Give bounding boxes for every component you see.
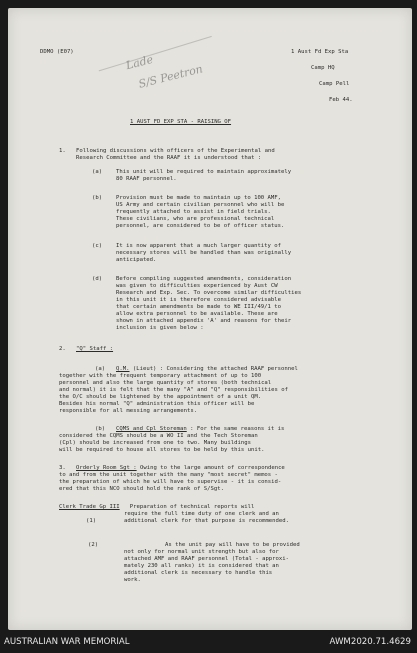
paragraph-number-3: 3. xyxy=(59,465,66,471)
cqms-title: CQMS and Cpl Storeman xyxy=(116,426,187,432)
clerk-item-label-2: (2) xyxy=(88,542,99,548)
clerk-item-1-line-1: Preparation of technical reports will xyxy=(119,504,255,510)
item-a-line-1: This unit will be required to maintain approximately xyxy=(116,169,292,175)
item-2b-line-3: (Cpl) should be increased from one to two. Many buildings xyxy=(59,440,251,446)
clerk-item-label-1: (1) xyxy=(86,518,97,524)
item-d-line-2: was given to difficulties experienced by Aust CW xyxy=(116,283,278,289)
paragraph-3-line-1: Owing to the large amount of correspondence xyxy=(136,465,285,471)
item-b-line-4: These civilians, who are professional technical xyxy=(116,216,275,222)
address-line-1: 1 Aust Fd Exp Sta xyxy=(291,49,349,55)
address-line-3: Camp Pell xyxy=(319,81,350,87)
document-reference: DDMO (E07) xyxy=(40,49,74,55)
item-b-line-5: personnel, are considered to be of officer status. xyxy=(116,223,285,229)
item-2a-line-6: Besides his normal "Q" administration this officer will be xyxy=(59,401,255,407)
paragraph-number-1: 1. xyxy=(59,148,66,154)
item-2b-line-4: will be required to house all stores to be held by this unit. xyxy=(59,447,265,453)
item-2b-line-1: : For the same reasons it is xyxy=(186,426,285,432)
item-label-a: (a) xyxy=(92,169,103,175)
archive-footer xyxy=(0,632,417,653)
item-c-line-1: It is now apparent that a much larger quantity of xyxy=(116,243,282,249)
footer-accession-number: AWM2020.71.4629 xyxy=(329,637,411,647)
item-label-c: (c) xyxy=(92,243,103,249)
item-b-line-2: US Army and certain civilian personnel who will be xyxy=(116,202,285,208)
handwritten-note-2: S/S Peetron xyxy=(137,62,204,91)
qm-title: Q.M. xyxy=(116,366,130,372)
clerk-item-2-line-2: not only for normal unit strength but also for xyxy=(124,549,279,555)
item-d-line-8: inclusion is given below : xyxy=(116,325,204,331)
document-title: 1 AUST FD EXP STA - RAISING OF xyxy=(130,119,232,125)
item-d-line-7: shown in attached appendix 'A' and reasons for their xyxy=(116,318,292,324)
orderly-room-sgt-title: Orderly Room Sgt : xyxy=(76,465,137,471)
paragraph-3-line-4: ered that this NCO should hold the rank of S/Sgt. xyxy=(59,486,225,492)
item-d-line-3: Research and Exp. Sec. To overcome similar difficulties xyxy=(116,290,302,296)
clerk-item-2-line-4: mately 230 all ranks) it is considered that an xyxy=(124,563,279,569)
paragraph-3-line-2: to and from the unit together with the many "most secret" memos - xyxy=(59,472,278,478)
item-c-line-2: necessary stores will be handled than was originally xyxy=(116,250,292,256)
item-2a-line-1: (Lieut) : Considering the attached RAAF personnel xyxy=(129,366,298,372)
item-2a-line-7: responsible for all messing arrangements. xyxy=(59,408,198,414)
item-label-2a: (a) xyxy=(95,366,106,372)
paragraph-1-intro-line-1: Following discussions with officers of the Experimental and xyxy=(76,148,275,154)
document-page xyxy=(8,8,412,630)
clerk-item-2-line-3: attached AMF and RAAF personnel (Total - approxi- xyxy=(124,556,290,562)
clerk-item-2-line-6: work. xyxy=(124,577,141,583)
q-staff-heading: "Q" Staff : xyxy=(76,346,114,352)
item-label-b: (b) xyxy=(92,195,103,201)
item-2a-line-3: personnel and also the large quantity of stores (both technical xyxy=(59,380,272,386)
item-d-line-6: allow extra personnel to be available. These are xyxy=(116,311,278,317)
footer-institution: AUSTRALIAN WAR MEMORIAL xyxy=(4,637,130,647)
item-d-line-5: that certain amendments be made to WE III/49/1 to xyxy=(116,304,282,310)
item-d-line-1: Before compiling suggested amendments, consideration xyxy=(116,276,292,282)
clerk-item-2-line-1: As the unit pay will have to be provided xyxy=(165,542,300,548)
item-2a-line-5: the O/C should be lightened by the appointment of a unit QM. xyxy=(59,394,262,400)
item-c-line-3: anticipated. xyxy=(116,257,157,263)
clerk-trade-title: Clerk Trade Gp III xyxy=(59,504,120,510)
item-label-d: (d) xyxy=(92,276,103,282)
item-b-line-3: frequently attached to assist in field trials. xyxy=(116,209,271,215)
clerk-item-1-line-3: additional clerk for that purpose is recommended. xyxy=(124,518,290,524)
address-line-2: Camp HQ xyxy=(311,65,335,71)
item-2a-line-2: together with the frequent temporary attachment of up to 100 xyxy=(59,373,262,379)
paragraph-1-intro-line-2: Research Committee and the RAAF it is understood that : xyxy=(76,155,262,161)
item-a-line-2: 80 RAAF personnel. xyxy=(116,176,177,182)
paragraph-number-2: 2. xyxy=(59,346,66,352)
paragraph-3-line-3: the preparation of which he will have to supervise - it is consid- xyxy=(59,479,282,485)
item-label-2b: (b) xyxy=(95,426,106,432)
item-2a-line-4: and normal) it is felt that the many "A" and "Q" responsibilities of xyxy=(59,387,289,393)
clerk-item-2-line-5: additional clerk is necessary to handle this xyxy=(124,570,273,576)
clerk-item-1-line-2: require the full time duty of one clerk and an xyxy=(124,511,279,517)
item-b-line-1: Provision must be made to maintain up to 100 AMF, xyxy=(116,195,282,201)
handwritten-note-1: Lade xyxy=(124,52,155,73)
address-date: Feb 44. xyxy=(329,97,353,103)
item-2b-line-2: considered the CQMS should be a WO II and the Tech Storeman xyxy=(59,433,258,439)
item-d-line-4: in this unit it is therefore considered advisable xyxy=(116,297,282,303)
